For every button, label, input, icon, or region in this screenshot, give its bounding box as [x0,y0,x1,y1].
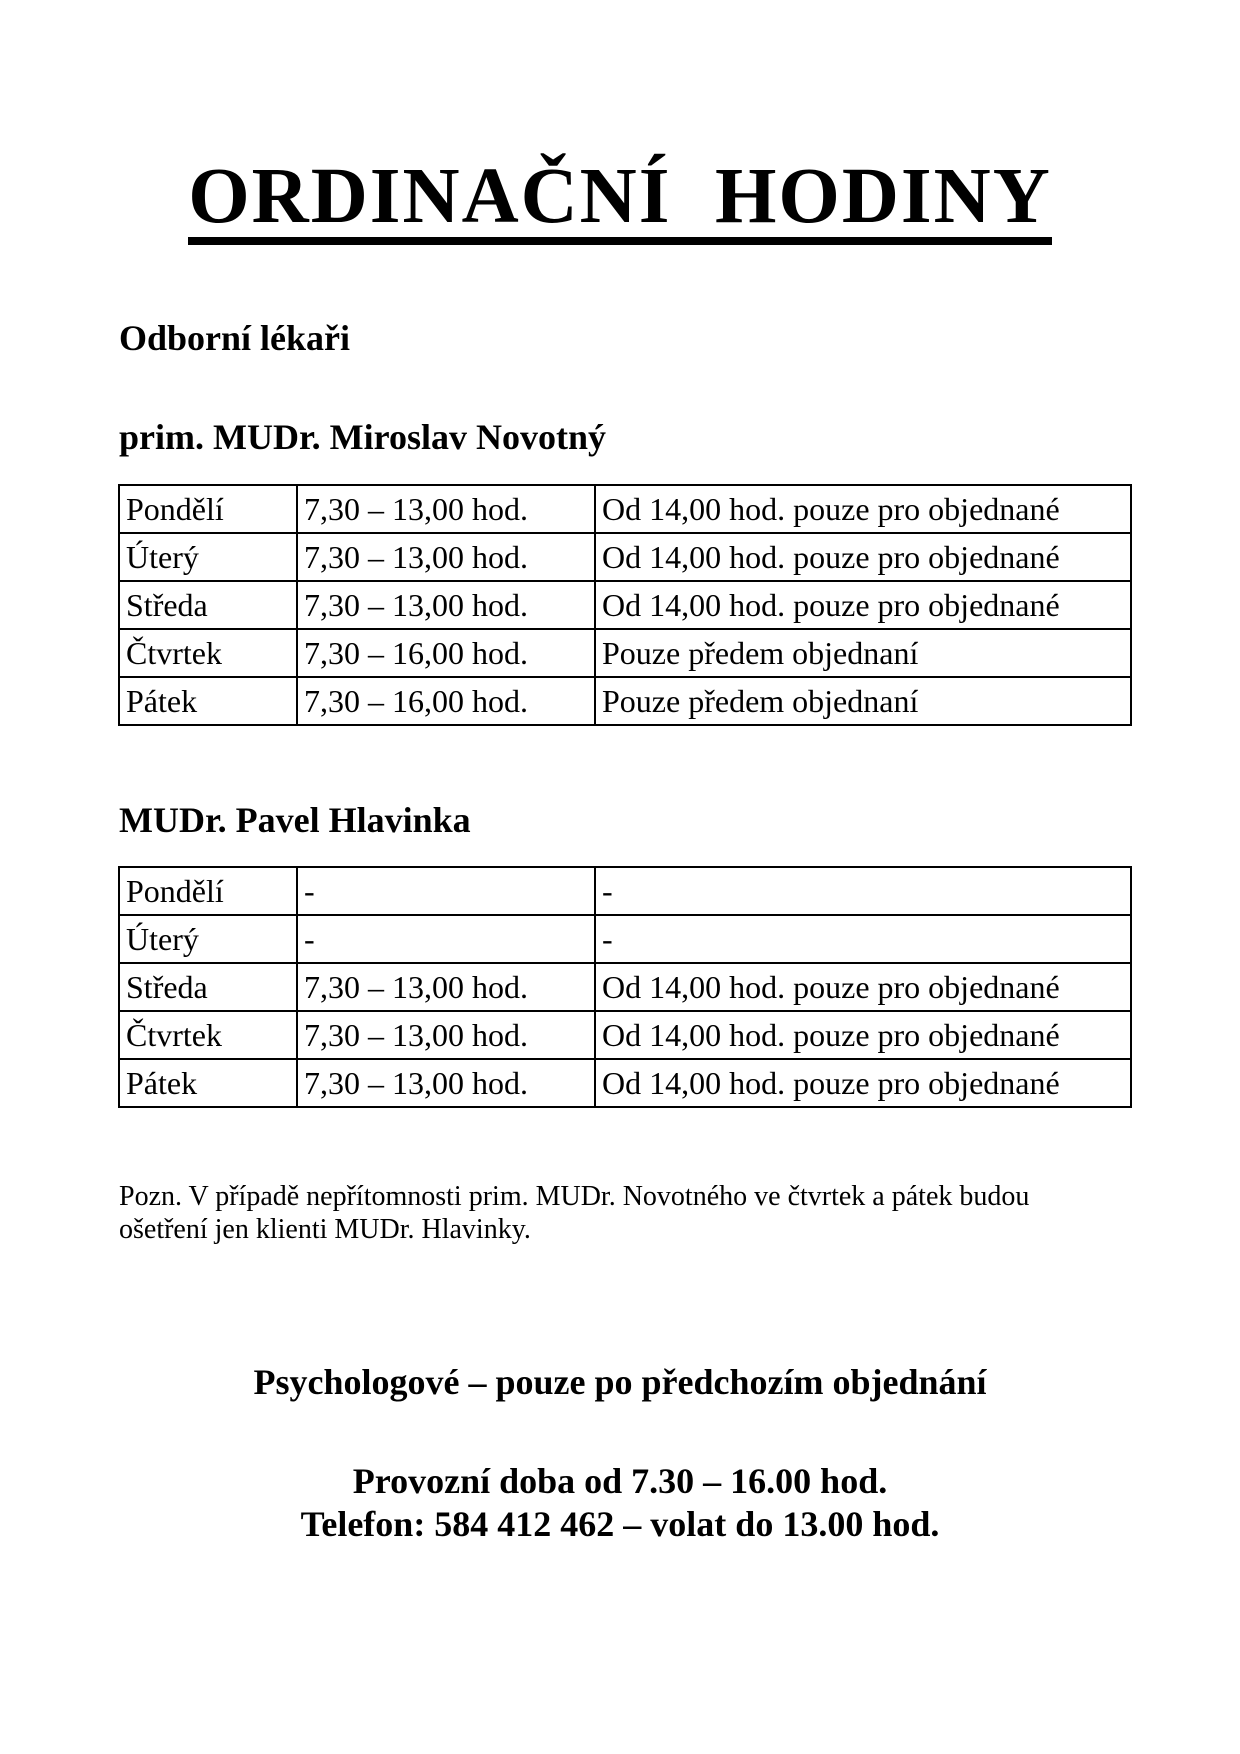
hours-cell: 7,30 – 13,00 hod. [297,963,595,1011]
table-row [119,1059,1131,1107]
day-cell: Pátek [119,677,297,725]
day-cell: Pondělí [119,867,297,915]
note-cell: - [595,867,1131,915]
psychologists-notice: Psychologové – pouze po předchozím objednání [253,1362,987,1402]
table-row [119,629,1131,677]
hours-cell: - [297,915,595,963]
doctor-name-hlavinka: MUDr. Pavel Hlavinka [119,800,471,840]
day-cell: Úterý [119,533,297,581]
hours-cell: 7,30 – 13,00 hod. [297,1011,595,1059]
absence-note-line2: ošetření jen klienti MUDr. Hlavinky. [119,1214,531,1245]
hours-cell: - [297,867,595,915]
day-cell: Středa [119,581,297,629]
note-cell: Pouze předem objednaní [595,629,1131,677]
note-cell: Od 14,00 hod. pouze pro objednané [595,581,1131,629]
hours-cell: 7,30 – 16,00 hod. [297,677,595,725]
day-cell: Středa [119,963,297,1011]
table-row [119,533,1131,581]
day-cell: Pondělí [119,485,297,533]
operating-hours: Provozní doba od 7.30 – 16.00 hod. [352,1461,888,1501]
hours-cell: 7,30 – 13,00 hod. [297,581,595,629]
absence-note [119,1180,1119,1246]
day-cell: Úterý [119,915,297,963]
note-cell: - [595,915,1131,963]
note-cell: Od 14,00 hod. pouze pro objednané [595,963,1131,1011]
table-row [119,677,1131,725]
section-heading: Odborní lékaři [119,318,351,358]
table-row [119,867,1131,915]
table-row [119,581,1131,629]
absence-note-line1: Pozn. V případě nepřítomnosti prim. MUDr. Novotného ve čtvrtek a pátek budou [119,1181,1030,1212]
day-cell: Čtvrtek [119,629,297,677]
doctor-name-novotny: prim. MUDr. Miroslav Novotný [119,417,606,457]
note-cell: Od 14,00 hod. pouze pro objednané [595,1011,1131,1059]
note-cell: Od 14,00 hod. pouze pro objednané [595,485,1131,533]
hours-cell: 7,30 – 13,00 hod. [297,533,595,581]
table-row [119,915,1131,963]
phone-line: Telefon: 584 412 462 – volat do 13.00 hod. [300,1504,940,1544]
table-row [119,963,1131,1011]
day-cell: Pátek [119,1059,297,1107]
hours-cell: 7,30 – 13,00 hod. [297,485,595,533]
table-row [119,1011,1131,1059]
table-row [119,485,1131,533]
page-title-text: ORDINAČNÍ HODINY [188,157,1052,245]
note-cell: Od 14,00 hod. pouze pro objednané [595,533,1131,581]
hours-cell: 7,30 – 13,00 hod. [297,1059,595,1107]
schedule-table-hlavinka [118,866,1132,1108]
hours-cell: 7,30 – 16,00 hod. [297,629,595,677]
day-cell: Čtvrtek [119,1011,297,1059]
note-cell: Od 14,00 hod. pouze pro objednané [595,1059,1131,1107]
note-cell: Pouze předem objednaní [595,677,1131,725]
schedule-table-novotny [118,484,1132,726]
page-title [0,152,1240,245]
